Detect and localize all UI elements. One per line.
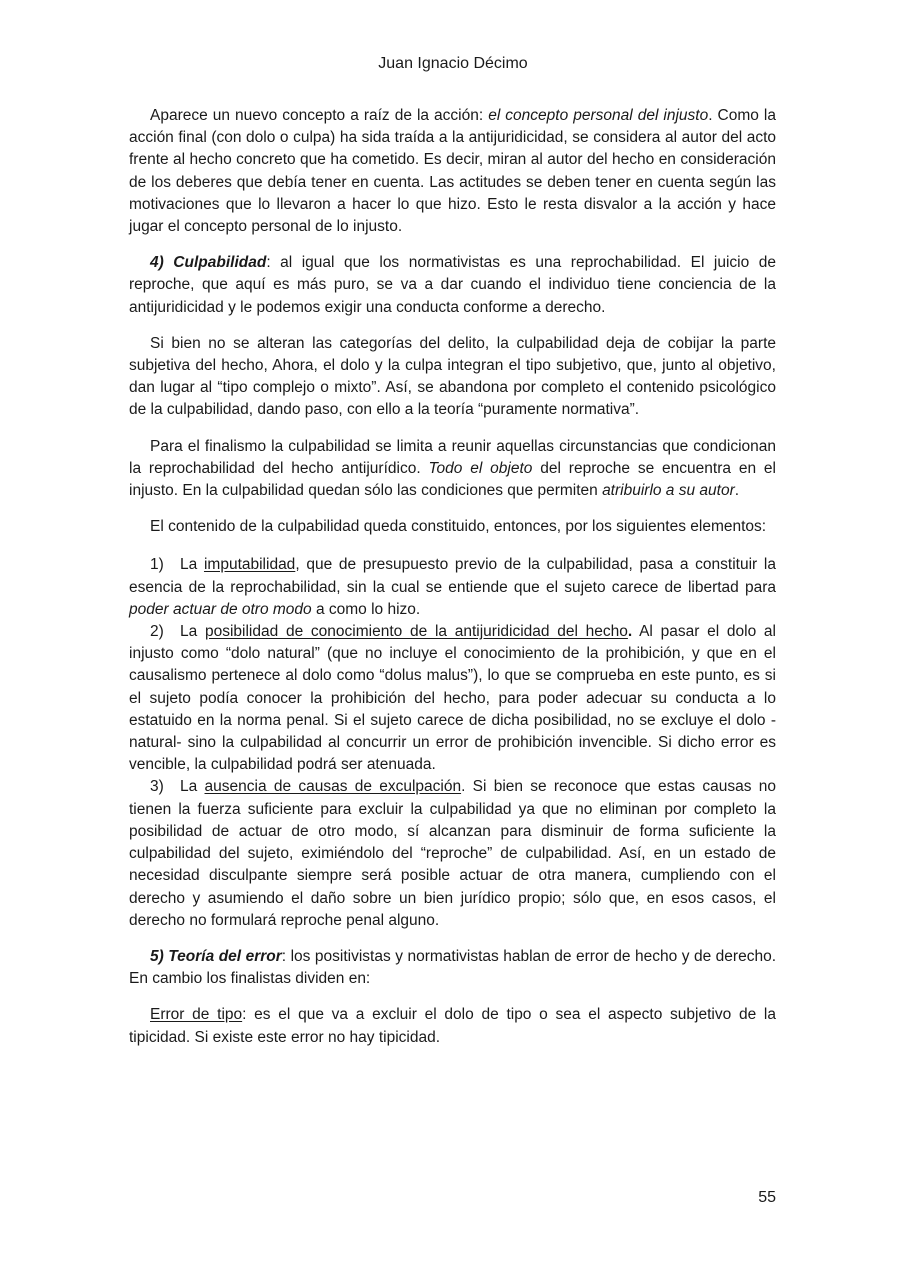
text-run: : al igual que los normativistas es una reprochabilidad. El juicio de reproche, que aquí es más puro, se va a dar cuando el individuo tiene conciencia de la antijuridicidad y le podemos exigir una conducta conforme a derecho. [129,254,776,316]
emphasis-text: el concepto personal del injusto [488,107,709,124]
text-run: . [734,482,740,500]
elements-list [129,554,776,931]
underlined-term: posibilidad de conocimiento de la antijuridicidad del hecho [204,623,628,641]
text-run: Al pasar el dolo al injusto como “dolo natural” (que no incluye el conocimiento de la prohibición, y que en el causalismo pertenece al dolo como “dolus malus”), lo que se comprueba en este punto, es si el sujeto podía conocer la prohibición del hecho, para poder adecuar su conducta a lo estatuido en la norma penal. Si el sujeto carece de dicha posibilidad, no se excluye el dolo -natural- sino la culpabilidad al concurrir un error de prohibición invencible. Si dicho error es vencible, la culpabilidad podrá ser atenuada. [129,623,776,774]
running-header: Juan Ignacio Décimo [378,55,528,72]
text-run: : es el que va a excluir el dolo de tipo o sea el aspecto subjetivo de la tipicidad. Si existe este error no hay tipicidad. [129,1006,776,1046]
text-run: La [180,556,204,574]
text-run: . Como la acción final (con dolo o culpa) ha sida traída a la antijuridicidad, se considera al autor del acto frente al hecho concreto que ha cometido. Es decir, miran al autor del hecho en consideración de los deberes que debía tener en cuenta. Las actitudes se deben tener en cuenta según las motivaciones que lo llevaron a hacer lo que hizo. Esto le resta disvalor a la acción y hace jugar el concepto personal de lo injusto. [129,107,776,236]
underlined-term: imputabilidad [203,556,296,574]
page-body [129,105,776,1049]
section-heading-teoria-error: 5) Teoría del error [150,947,282,965]
paragraph-elementos [129,516,776,538]
paragraph-culpabilidad [129,252,776,319]
paragraph-teoria-error [129,946,776,990]
section-heading-culpabilidad: 4) Culpabilidad [150,254,267,272]
emphasis-text: poder actuar de otro modo [129,600,312,618]
list-number: 2) [150,623,164,641]
underlined-term: ausencia de causas de exculpación [204,778,462,796]
list-number: 1) [150,556,164,574]
paragraph-error-tipo [129,1004,776,1048]
text-run: Aparece un nuevo concepto a raíz de la acción: [150,107,489,124]
paragraph-concepto-personal [129,105,776,238]
list-item-exculpacion [129,776,776,931]
text-run: La [180,778,205,796]
text-run: del reproche se encuentra en el injusto. En la culpabilidad quedan sólo las condiciones que permiten [129,459,776,500]
list-number: 3) [150,778,164,796]
text-run: a como lo hizo. [311,600,421,618]
list-item-conocimiento [129,621,776,776]
text-run: Si bien no se alteran las categorías del delito, la culpabilidad deja de cobijar la parte subjetiva del hecho, Ahora, el dolo y la culpa integran el tipo subjetivo, que, junto al objetivo, dan lugar al “tipo complejo o mixto”. Así, se abandona por completo el contenido psicológico de la culpabilidad, dando paso, con ello a la teoría “puramente normativa”. [129,334,776,419]
list-item-imputabilidad [129,554,776,621]
text-run: La [180,623,205,641]
text-run: El contenido de la culpabilidad queda constituido, entonces, por los siguientes elementos: [150,518,767,536]
paragraph-tipo-complejo [129,333,776,422]
underlined-term: Error de tipo [150,1006,243,1024]
text-run: . Si bien se reconoce que estas causas no tienen la fuerza suficiente para excluir la culpabilidad ya que no eliminan por completo la posibilidad de actuar de otro modo, sí alcanzan para disminuir de forma suficiente la culpabilidad del sujeto, eximiéndolo del “reproche” de culpabilidad. Así, en un estado de necesidad disculpante siempre será posible actuar de otra manera, cumpliendo con el derecho y asumiendo el daño sobre un bien jurídico propio; sólo que, en esos casos, el derecho no formulará reproche penal alguno. [129,778,776,929]
emphasis-text: Todo el objeto [428,459,533,477]
text-run: Para el finalismo la culpabilidad se limita a reunir aquellas circunstancias que condicionan la reprochabilidad del hecho antijurídico. [129,437,776,477]
page-number: 55 [758,1189,776,1206]
emphasis-text: atribuirlo a su autor [602,482,735,500]
paragraph-finalismo [129,436,776,503]
text-run: : los positivistas y normativistas hablan de error de hecho y de derecho. En cambio los finalistas dividen en: [129,947,776,988]
text-run: , que de presupuesto previo de la culpabilidad, pasa a constituir la esencia de la reprochabilidad, sin la cual se entiende que el sujeto carece de libertad para [129,556,776,596]
bold-text: . [627,623,633,641]
